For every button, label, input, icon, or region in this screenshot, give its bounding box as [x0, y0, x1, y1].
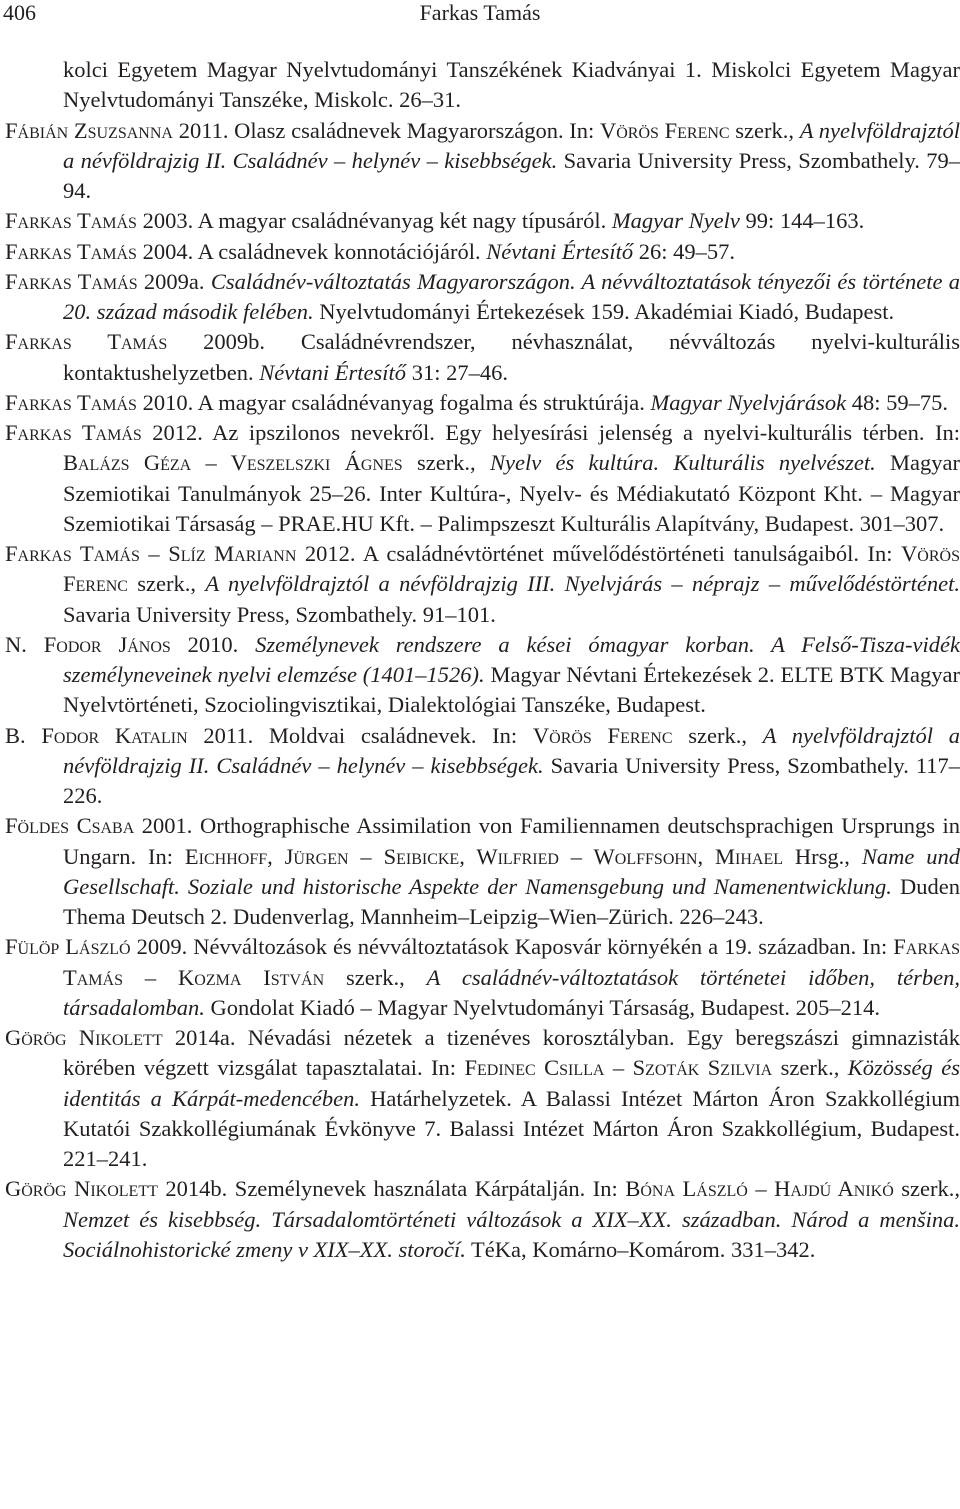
author-name: Farkas Tamás – Slíz Mariann: [5, 541, 297, 566]
title-italic: Személynevek rendszere a kései ómagyar korban. A Felső-Tisza-vidék személyneveinek nyelvi elemzése (1401–1526).: [63, 631, 960, 687]
running-head: Farkas Tamás: [419, 0, 541, 25]
bibliography-entry: [0, 539, 960, 630]
author-name: B. Fodor Katalin: [5, 722, 188, 748]
author-name: Földes Csaba: [5, 813, 135, 839]
bibliography-entry: [0, 327, 960, 388]
title-italic: Nyelv és kultúra. Kulturális nyelvészet.: [489, 450, 876, 476]
entry-text: 31: 27–46.: [406, 359, 508, 385]
entry-text: Duden Thema Deutsch 2. Dudenverlag, Mannheim–Leipzig–Wien–Zürich. 226–243.: [63, 873, 960, 929]
bibliography-entry: [0, 1174, 960, 1265]
entry-text: szerk.,: [729, 117, 800, 143]
bibliography-entry: [0, 116, 960, 207]
author-name: Farkas Tamás: [5, 389, 137, 415]
title-italic: Családnév-változtatás Magyarországon. A névváltoztatások tényezői és története a 20. század második felében.: [63, 268, 960, 324]
title-italic: Névtani Értesítő: [486, 238, 634, 264]
entry-text: 2011. Olasz családnevek Magyarországon. In:: [172, 117, 600, 143]
bibliography-list: [0, 55, 960, 1265]
title-italic: A nyelvföldrajztól a névföldrajzig II. Családnév – helynév – kisebbségek.: [63, 117, 960, 173]
bibliography-entry: [0, 630, 960, 721]
entry-text: 2012. A családnévtörténet művelődéstörténeti tanulságaiból. In:: [296, 541, 902, 566]
author-name: Farkas Tamás: [5, 238, 137, 264]
entry-text: 48: 59–75.: [846, 389, 949, 415]
entry-text: szerk.,: [127, 571, 206, 597]
entry-text: Gondolat Kiadó – Magyar Nyelvtudományi Társaság, Budapest. 205–214.: [204, 994, 880, 1020]
title-italic: Nemzet és kisebbség. Társadalomtörténeti változások a XIX–XX. században. Národ a menšina. Sociálnohistorické zmeny v XIX–XX. storočí.: [63, 1206, 960, 1262]
bibliography-entry-continued: [0, 55, 960, 116]
entry-text: 2009b. Családnévrendszer, névhasználat, névváltozás nyelvi-kulturális kontaktushelyzetben.: [63, 329, 960, 385]
author-name: Vörös Ferenc: [532, 722, 673, 748]
entry-text: 2009. Névváltozások és névváltoztatások Kaposvár környékén a 19. században. In:: [130, 934, 894, 960]
author-name: Farkas Tamás: [5, 420, 142, 445]
entry-text: Savaria University Press, Szombathely. 79–94.: [63, 147, 960, 203]
entry-text: 99: 144–163.: [739, 208, 865, 234]
author-name: Fedinec Csilla – Szoták Szilvia: [464, 1055, 773, 1081]
title-italic: A nyelvföldrajztól a névföldrajzig II. Családnév – helynév – kisebbségek.: [63, 722, 960, 778]
entry-text: 2012. Az ipszilonos nevekről. Egy helyesírási jelenség a nyelvi-kulturális térben. In:: [141, 420, 960, 445]
bibliography-entry: [0, 811, 960, 932]
author-name: Vörös Ferenc: [599, 117, 730, 143]
author-name: Farkas Tamás: [5, 208, 137, 234]
bibliography-entry: [0, 206, 960, 236]
entry-text: Nyelvtudományi Értekezések 159. Akadémiai Kiadó, Budapest.: [313, 299, 895, 324]
entry-text: 26: 49–57.: [633, 238, 735, 264]
entry-text: Savaria University Press, Szombathely. 117–226.: [63, 752, 960, 808]
author-name: Fábián Zsuzsanna: [5, 117, 173, 143]
entry-text: Határhelyzetek. A Balassi Intézet Márton Áron Szakkollégium Kutatói Szakkollégiumának Évkönyve 7. Balassi Intézet Márton Áron Szakkollégium, Budapest. 221–241.: [63, 1085, 960, 1171]
author-name: Fülöp László: [5, 934, 131, 960]
author-name: Vörös Ferenc: [63, 541, 960, 597]
title-italic: Name und Gesellschaft. Soziale und historische Aspekte der Namensgebung und Namenentwicklung.: [63, 843, 960, 899]
entry-text: 2010.: [170, 631, 256, 657]
author-name: Görög Nikolett: [5, 1176, 158, 1202]
title-italic: A nyelvföldrajztól a névföldrajzig III. Nyelvjárás – néprajz – művelődéstörténet.: [205, 571, 960, 597]
entry-text: szerk.,: [324, 964, 427, 990]
bibliography-entry: [0, 721, 960, 812]
entry-text: 2004. A családnevek konnotációjáról.: [136, 238, 487, 264]
bibliography-entry: [0, 418, 960, 539]
entry-text: szerk.,: [672, 722, 763, 748]
bibliography-entry: [0, 388, 960, 418]
entry-text: szerk.,: [772, 1055, 848, 1081]
author-name: Farkas Tamás – Kozma István: [63, 934, 960, 990]
entry-text: Magyar Névtani Értekezések 2. ELTE BTK Magyar Nyelvtörténeti, Szociolingvisztikai, Dialektológiai Tanszéke, Budapest.: [63, 662, 960, 718]
author-name: Görög Nikolett: [5, 1025, 163, 1050]
author-name: Farkas Tamás: [5, 329, 168, 355]
entry-text: 2011. Moldvai családnevek. In:: [187, 722, 533, 748]
title-italic: Magyar Nyelvjárások: [650, 389, 847, 415]
bibliography-entry: [0, 267, 960, 328]
title-italic: A családnév-változtatások történetei időben, térben, társadalomban.: [63, 964, 960, 1020]
author-name: N. Fodor János: [5, 631, 171, 657]
entry-text: 2010. A magyar családnévanyag fogalma és struktúrája.: [136, 389, 651, 415]
entry-text: Magyar Szemiotikai Tanulmányok 25–26. Inter Kultúra-, Nyelv- és Médiakutató Központ Kht. – Magyar Szemiotikai Társaság – PRAE.HU Kft. – Palimpszeszt Kulturális Alapítvány, Budapest. 301–307.: [63, 450, 960, 536]
entry-text: TéKa, Komárno–Komárom. 331–342.: [465, 1236, 816, 1262]
entry-text: Hrsg.,: [783, 843, 862, 869]
entry-text: szerk.,: [402, 450, 490, 476]
entry-text: 2014b. Személynevek használata Kárpátalján. In:: [157, 1176, 626, 1202]
entry-text: Savaria University Press, Szombathely. 91–101.: [63, 601, 496, 627]
author-name: Eichhoff, Jürgen – Seibicke, Wilfried – Wolffsohn, Mihael: [184, 843, 784, 869]
entry-text: 2014a. Névadási nézetek a tizenéves korosztályban. Egy beregszászi gimnazisták körében végzett vizsgálat tapasztalatai. In:: [63, 1025, 960, 1081]
title-italic: Magyar Nyelv: [611, 208, 740, 234]
entry-text: 2003. A magyar családnévanyag két nagy típusáról.: [136, 208, 612, 234]
entry-text: 2001. Orthographische Assimilation von Familiennamen deutschsprachigen Ursprungs in Ungarn. In:: [63, 813, 960, 869]
page-header: [0, 0, 960, 28]
bibliography-entry: [0, 237, 960, 267]
author-name: Farkas Tamás: [5, 268, 138, 294]
bibliography-entry: [0, 932, 960, 1023]
title-italic: Névtani Értesítő: [259, 359, 407, 385]
entry-text: 2009a.: [137, 268, 211, 294]
bibliography-entry: [0, 1023, 960, 1174]
entry-text: szerk.,: [893, 1176, 960, 1202]
title-italic: Közösség és identitás a Kárpát-medencében.: [63, 1055, 960, 1111]
author-name: Balázs Géza – Veszelszki Ágnes: [63, 450, 403, 476]
page-number: 406: [3, 0, 36, 25]
entry-text: kolci Egyetem Magyar Nyelvtudományi Tanszékének Kiadványai 1. Miskolci Egyetem Magyar Nyelvtudományi Tanszéke, Miskolc. 26–31.: [63, 57, 960, 113]
author-name: Bóna László – Hajdú Anikó: [625, 1176, 894, 1202]
